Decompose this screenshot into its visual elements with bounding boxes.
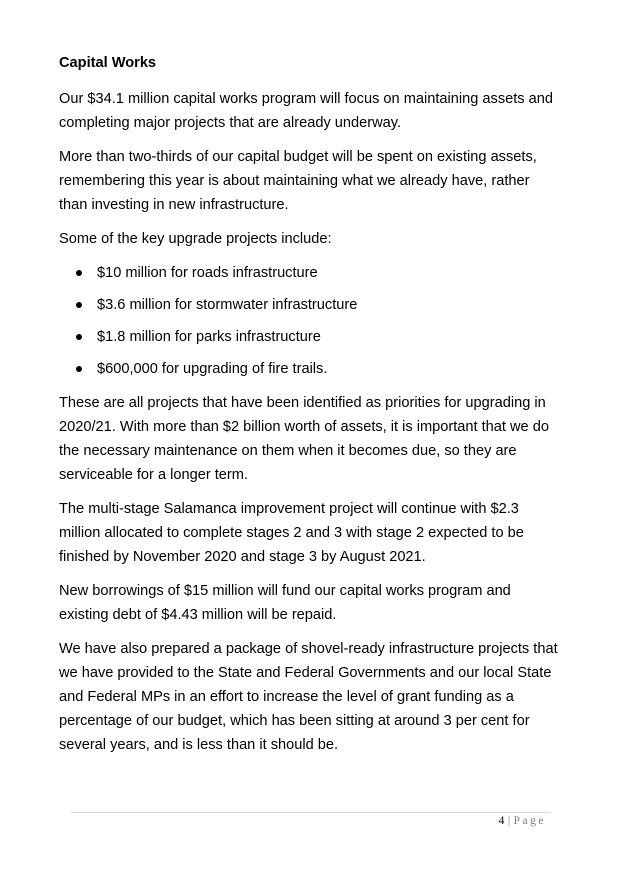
bullet-icon xyxy=(76,334,82,340)
paragraph-shovel-ready: We have also prepared a package of shovel-ready infrastructure projects that we have provided to the State and Federal Governments and our local State and Federal MPs in an effort to increase the level of grant funding as a percentage of our budget, which has been sitting at around 3 per cent for several years, and is less than it should be. xyxy=(59,641,558,753)
paragraph-priorities: These are all projects that have been identified as priorities for upgrading in 2020/21. With more than $2 billion worth of assets, it is important that we do the necessary maintenance on them when it becomes due, so they are serviceable for a longer term. xyxy=(59,395,549,483)
bullet-icon xyxy=(76,302,82,308)
bullet-icon xyxy=(76,366,82,372)
paragraph-existing-assets: More than two-thirds of our capital budget will be spent on existing assets, remembering this year is about maintaining what we already have, rather than investing in new infrastructure. xyxy=(59,149,537,213)
key-projects-list xyxy=(59,261,559,381)
page-content xyxy=(59,51,559,767)
page-label: Page xyxy=(513,815,546,827)
paragraph-key-projects-intro: Some of the key upgrade projects include: xyxy=(59,231,332,247)
paragraph-capital-program: Our $34.1 million capital works program will focus on maintaining assets and completing major projects that are already underway. xyxy=(59,91,553,131)
list-item-text: $3.6 million for stormwater infrastructure xyxy=(97,297,358,313)
list-item xyxy=(59,357,559,381)
paragraph-salamanca-project: The multi-stage Salamanca improvement project will continue with $2.3 million allocated to complete stages 2 and 3 with stage 2 expected to be finished by November 2020 and stage 3 by August 2021. xyxy=(59,501,524,565)
list-item xyxy=(59,293,559,317)
list-item xyxy=(59,325,559,349)
section-heading: Capital Works xyxy=(59,55,157,71)
page-number: 4 xyxy=(498,815,505,827)
list-item xyxy=(59,261,559,285)
paragraph-borrowings: New borrowings of $15 million will fund our capital works program and existing debt of $4.43 million will be repaid. xyxy=(59,583,511,623)
list-item-text: $600,000 for upgrading of fire trails. xyxy=(97,361,328,377)
footer-separator: | xyxy=(507,815,511,827)
footer-divider xyxy=(71,812,551,813)
page-footer xyxy=(499,815,546,827)
list-item-text: $1.8 million for parks infrastructure xyxy=(97,329,321,345)
bullet-icon xyxy=(76,270,82,276)
list-item-text: $10 million for roads infrastructure xyxy=(97,265,318,281)
